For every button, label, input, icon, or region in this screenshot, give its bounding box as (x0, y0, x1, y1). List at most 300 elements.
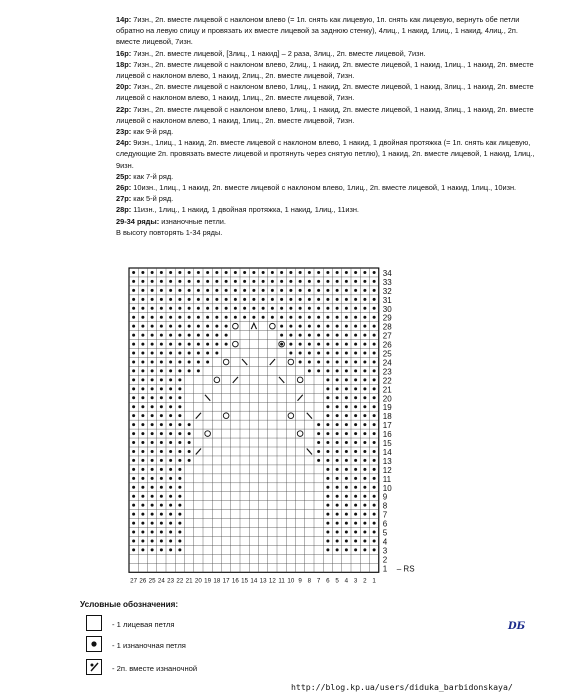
purl-stitch-mark (160, 307, 163, 310)
instruction-row (116, 227, 541, 238)
purl-stitch-mark (252, 271, 255, 274)
column-number-label: 10 (287, 577, 295, 585)
row-number-label: 19 (382, 403, 392, 413)
purl-stitch-mark (160, 405, 163, 408)
purl-stitch-mark (345, 477, 348, 480)
purl-stitch-mark (373, 486, 376, 489)
purl-stitch-mark (326, 316, 329, 319)
purl-stitch-mark (336, 522, 339, 525)
purl-stitch-mark (271, 298, 274, 301)
legend-title: Условные обозначения: (80, 600, 179, 609)
purl-stitch-mark (326, 369, 329, 372)
purl-stitch-mark (326, 280, 329, 283)
purl-stitch-mark (326, 325, 329, 328)
purl-stitch-mark (169, 468, 172, 471)
purl-stitch-mark (326, 450, 329, 453)
purl-stitch-mark (354, 548, 357, 551)
purl-stitch-mark (363, 513, 366, 516)
purl-stitch-mark (373, 343, 376, 346)
purl-stitch-mark (178, 280, 181, 283)
row-number-label: 10 (382, 483, 392, 493)
purl-stitch-mark (160, 423, 163, 426)
purl-stitch-mark (373, 495, 376, 498)
instruction-row-label: 26р: (116, 183, 132, 193)
purl-stitch-mark (151, 513, 154, 516)
purl-stitch-mark (141, 459, 144, 462)
purl-stitch-mark (215, 280, 218, 283)
purl-stitch-mark (225, 334, 228, 337)
purl-stitch-mark (188, 459, 191, 462)
purl-stitch-mark (141, 531, 144, 534)
knit-stitch-icon (86, 615, 102, 631)
purl-stitch-mark (141, 495, 144, 498)
purl-stitch-mark (363, 441, 366, 444)
purl-stitch-mark (215, 343, 218, 346)
purl-stitch-mark (345, 369, 348, 372)
purl-stitch-mark (160, 387, 163, 390)
row-number-label: 17 (382, 421, 392, 431)
purl-stitch-mark (354, 459, 357, 462)
purl-stitch-mark (169, 360, 172, 363)
instruction-row (116, 14, 541, 48)
row-number-label: 9 (382, 492, 388, 502)
purl-stitch-mark (151, 423, 154, 426)
purl-stitch-mark (141, 325, 144, 328)
purl-stitch-mark (215, 334, 218, 337)
purl-stitch-mark (234, 289, 237, 292)
row-number-label: 28 (382, 322, 392, 332)
purl-stitch-mark (132, 289, 135, 292)
purl-stitch-mark (225, 325, 228, 328)
row-number-label: 11 (382, 474, 392, 484)
source-url: http://blog.kp.ua/users/diduka_barbidonskaya/ (291, 682, 513, 692)
purl-stitch-mark (160, 504, 163, 507)
purl-stitch-mark (280, 289, 283, 292)
purl-stitch-mark (308, 343, 311, 346)
purl-stitch-mark (289, 334, 292, 337)
purl-stitch-mark (243, 298, 246, 301)
purl-stitch-mark (151, 387, 154, 390)
purl-stitch-mark (336, 316, 339, 319)
instruction-row (116, 216, 541, 227)
column-number-label: 13 (259, 577, 267, 585)
row-number-label: 29 (382, 313, 392, 323)
purl-stitch-mark (363, 522, 366, 525)
purl-stitch-mark (308, 271, 311, 274)
purl-stitch-mark (373, 352, 376, 355)
purl-stitch-mark (262, 316, 265, 319)
purl-stitch-mark (132, 450, 135, 453)
instruction-row (116, 204, 541, 215)
purl-stitch-mark (169, 307, 172, 310)
purl-stitch-mark (169, 459, 172, 462)
purl-stitch-mark (354, 387, 357, 390)
purl-stitch-mark (336, 334, 339, 337)
purl-stitch-mark (132, 432, 135, 435)
purl-stitch-mark (132, 441, 135, 444)
instruction-row (116, 81, 541, 103)
purl-stitch-mark (178, 405, 181, 408)
purl-stitch-mark (206, 316, 209, 319)
purl-stitch-mark (345, 289, 348, 292)
purl-stitch-mark (169, 352, 172, 355)
purl-stitch-mark (169, 396, 172, 399)
purl-stitch-mark (132, 343, 135, 346)
rs-label: – RS (396, 564, 415, 574)
purl-stitch-mark (317, 325, 320, 328)
purl-stitch-mark (345, 450, 348, 453)
purl-stitch-mark (197, 307, 200, 310)
purl-stitch-mark (373, 414, 376, 417)
purl-stitch-mark (178, 432, 181, 435)
instruction-row (116, 104, 541, 126)
purl-stitch-mark (141, 513, 144, 516)
purl-stitch-mark (151, 468, 154, 471)
purl-stitch-mark (141, 280, 144, 283)
purl-stitch-mark (354, 396, 357, 399)
purl-stitch-mark (243, 280, 246, 283)
purl-stitch-mark (289, 289, 292, 292)
column-number-label: 27 (130, 577, 138, 585)
purl-stitch-mark (178, 271, 181, 274)
purl-stitch-mark (317, 307, 320, 310)
purl-stitch-mark (354, 298, 357, 301)
purl-stitch-mark (317, 289, 320, 292)
purl-stitch-mark (160, 539, 163, 542)
purl-stitch-mark (178, 378, 181, 381)
purl-stitch-mark (354, 441, 357, 444)
purl-stitch-mark (151, 289, 154, 292)
row-number-label: 5 (382, 528, 388, 538)
purl-stitch-mark (336, 513, 339, 516)
purl-stitch-mark (160, 522, 163, 525)
purl-stitch-mark (308, 334, 311, 337)
purl-stitch-mark (151, 432, 154, 435)
purl-stitch-mark (141, 343, 144, 346)
purl-stitch-mark (160, 289, 163, 292)
purl-stitch-mark (354, 495, 357, 498)
purl-stitch-mark (169, 504, 172, 507)
column-number-label: 1 (372, 577, 376, 585)
purl-stitch-mark (373, 289, 376, 292)
purl-stitch-mark (326, 352, 329, 355)
purl-stitch-mark (326, 343, 329, 346)
purl-stitch-mark (280, 271, 283, 274)
purl-stitch-mark (188, 369, 191, 372)
purl-stitch-mark (308, 352, 311, 355)
purl-stitch-mark (169, 513, 172, 516)
purl-stitch-mark (326, 513, 329, 516)
purl-stitch-mark (132, 334, 135, 337)
row-number-label: 2 (382, 555, 388, 565)
row-number-label: 13 (382, 456, 392, 466)
purl-stitch-mark (132, 352, 135, 355)
instruction-row-text: изнаночные петли. (159, 216, 226, 226)
purl-stitch-mark (308, 307, 311, 310)
purl-stitch-mark (326, 531, 329, 534)
purl-stitch-mark (141, 450, 144, 453)
purl-stitch-mark (151, 495, 154, 498)
purl-stitch-mark (141, 387, 144, 390)
purl-stitch-mark (178, 539, 181, 542)
purl-stitch-mark (169, 369, 172, 372)
purl-stitch-mark (178, 459, 181, 462)
purl-stitch-mark (252, 289, 255, 292)
purl-stitch-mark (215, 271, 218, 274)
instruction-row-text: 11изн., 1лиц., 1 накид, 1 двойная протяжка, 1 накид, 1лиц., 11изн. (131, 205, 359, 215)
purl-stitch-mark (317, 343, 320, 346)
instruction-row-label: 20р: (116, 82, 132, 92)
purl-stitch-mark (345, 343, 348, 346)
purl-stitch-mark (354, 289, 357, 292)
purl-stitch-mark (363, 280, 366, 283)
purl-stitch-mark (373, 531, 376, 534)
row-number-label: 31 (382, 295, 392, 305)
purl-stitch-mark (132, 316, 135, 319)
column-number-label: 4 (344, 577, 349, 585)
purl-stitch-mark (243, 271, 246, 274)
signature: DБ (508, 621, 526, 632)
purl-stitch-mark (345, 271, 348, 274)
purl-stitch-mark (188, 432, 191, 435)
purl-stitch-mark (197, 334, 200, 337)
purl-stitch-mark (141, 468, 144, 471)
purl-stitch-mark (169, 450, 172, 453)
column-number-label: 20 (194, 577, 202, 585)
purl-stitch-mark (299, 289, 302, 292)
purl-stitch-mark (326, 396, 329, 399)
purl-stitch-mark (234, 280, 237, 283)
purl-stitch-mark (336, 369, 339, 372)
row-number-label: 12 (382, 465, 392, 475)
purl-stitch-mark (132, 280, 135, 283)
purl-stitch-mark (243, 316, 246, 319)
purl-stitch-mark (132, 495, 135, 498)
purl-stitch-mark (169, 334, 172, 337)
purl-stitch-mark (336, 405, 339, 408)
purl-stitch-mark (299, 280, 302, 283)
purl-stitch-mark (225, 298, 228, 301)
purl-stitch-mark (326, 495, 329, 498)
purl-stitch-mark (197, 298, 200, 301)
purl-stitch-mark (289, 307, 292, 310)
purl-stitch-mark (243, 289, 246, 292)
row-number-label: 21 (382, 385, 392, 395)
purl-stitch-mark (132, 414, 135, 417)
purl-stitch-mark (252, 307, 255, 310)
column-number-label: 7 (316, 577, 321, 585)
purl-stitch-mark (169, 539, 172, 542)
column-number-label: 18 (213, 577, 221, 585)
purl-stitch-mark (225, 307, 228, 310)
purl-stitch-mark (206, 334, 209, 337)
purl-stitch-mark (178, 343, 181, 346)
column-number-label: 22 (176, 577, 184, 585)
purl-stitch-mark (141, 405, 144, 408)
purl-stitch-mark (141, 548, 144, 551)
purl-stitch-mark (317, 432, 320, 435)
purl-stitch-mark (141, 378, 144, 381)
instruction-row-label: 16р: (116, 48, 132, 58)
purl-stitch-mark (336, 504, 339, 507)
purl-stitch-mark (326, 441, 329, 444)
purl-stitch-mark (289, 271, 292, 274)
purl-stitch-mark (234, 298, 237, 301)
purl-stitch-mark (345, 396, 348, 399)
purl-stitch-mark (308, 360, 311, 363)
purl-stitch-mark (141, 441, 144, 444)
purl-stitch-mark (197, 360, 200, 363)
purl-stitch-mark (215, 352, 218, 355)
purl-stitch-mark (160, 334, 163, 337)
purl-stitch-mark (188, 334, 191, 337)
purl-stitch-mark (178, 325, 181, 328)
row-number-label: 1 (382, 564, 388, 574)
column-number-label: 14 (250, 577, 258, 585)
purl-stitch-mark (326, 468, 329, 471)
purl-stitch-mark (178, 334, 181, 337)
purl-stitch-mark (280, 307, 283, 310)
purl-stitch-mark (317, 271, 320, 274)
purl-stitch-mark (178, 468, 181, 471)
row-number-label: 23 (382, 367, 392, 377)
purl-stitch-mark (160, 369, 163, 372)
purl-stitch-mark (363, 352, 366, 355)
purl-stitch-mark (271, 307, 274, 310)
purl-stitch-mark (336, 468, 339, 471)
purl-stitch-mark (326, 271, 329, 274)
purl-stitch-mark (373, 369, 376, 372)
purl-stitch-mark (354, 504, 357, 507)
purl-stitch-mark (132, 486, 135, 489)
column-number-label: 21 (185, 577, 193, 585)
instruction-row-text: 7изн., 2п. вместе лицевой с наклоном влево, 1лиц., 1 накид, 2п. вместе лицевой, 1 накид, 3лиц., 1 накид, 2п. вместе лицевой с наклоном влево, 1 накид, 1лиц., 2п. вместе лицевой, 7изн. (116, 104, 534, 125)
purl-stitch-mark (326, 307, 329, 310)
purl-stitch-mark (178, 548, 181, 551)
purl-stitch-mark (141, 360, 144, 363)
row-number-label: 33 (382, 277, 392, 287)
instruction-row-text: 7изн., 2п. вместе лицевой с наклоном влево, 2лиц., 1 накид, 2п. вместе лицевой, 1 накид, 1лиц., 1 накид, 2п. вместе лицевой с наклоном влево, 1 накид, 2лиц., 2п. вместе лицевой, 7изн. (116, 59, 534, 81)
instruction-row-text: 7изн., 2п. вместе лицевой с наклоном влево, 1лиц., 1 накид, 2п. вместе лицевой, 1 накид, 3лиц., 1 накид, 2п. вместе лицевой с наклоном влево, 1 накид, 1лиц., 2п. вместе лицевой, 7изн. (116, 82, 534, 103)
purl-stitch-mark (252, 280, 255, 283)
purl-stitch-mark (178, 396, 181, 399)
purl-stitch-mark (299, 352, 302, 355)
purl-stitch-mark (160, 548, 163, 551)
purl-stitch-mark (151, 334, 154, 337)
purl-stitch-mark (151, 486, 154, 489)
purl-stitch-mark (234, 307, 237, 310)
purl-stitch-mark (151, 360, 154, 363)
purl-stitch-mark (188, 298, 191, 301)
column-number-label: 6 (326, 577, 330, 585)
purl-stitch-mark (280, 298, 283, 301)
purl-stitch-mark (363, 531, 366, 534)
purl-stitch-mark (234, 271, 237, 274)
purl-stitch-mark (308, 316, 311, 319)
purl-stitch-mark (363, 289, 366, 292)
instruction-row-text: 7изн., 2п. вместе лицевой, [3лиц., 1 накид] – 2 раза, 3лиц., 2п. вместе лицевой, 7изн. (131, 48, 426, 58)
purl-stitch-mark (326, 522, 329, 525)
purl-stitch-mark (336, 343, 339, 346)
purl-stitch-mark (234, 316, 237, 319)
legend-label-knit: - 1 лицевая петля (112, 620, 175, 629)
purl-stitch-mark (169, 495, 172, 498)
purl-stitch-mark (206, 360, 209, 363)
purl-stitch-mark (141, 522, 144, 525)
purl-stitch-mark (188, 325, 191, 328)
purl-stitch-mark (345, 513, 348, 516)
purl-stitch-mark (363, 405, 366, 408)
purl-stitch-mark (178, 298, 181, 301)
purl-stitch-mark (132, 459, 135, 462)
purl-stitch-mark (336, 423, 339, 426)
purl-stitch-mark (373, 316, 376, 319)
purl-stitch-mark (354, 352, 357, 355)
purl-stitch-mark (373, 548, 376, 551)
purl-stitch-mark (345, 307, 348, 310)
instruction-row (116, 193, 541, 204)
purl-stitch-mark (169, 486, 172, 489)
purl-stitch-mark (373, 280, 376, 283)
column-number-label: 24 (157, 577, 165, 585)
instruction-row-label: 22р: (116, 104, 132, 114)
purl-stitch-mark (197, 352, 200, 355)
purl-stitch-mark (215, 325, 218, 328)
purl-stitch-mark (271, 280, 274, 283)
purl-stitch-mark (363, 360, 366, 363)
purl-stitch-mark (271, 289, 274, 292)
purl-stitch-mark (289, 316, 292, 319)
purl-stitch-mark (336, 432, 339, 435)
purl-stitch-icon (86, 636, 102, 652)
purl-stitch-mark (132, 387, 135, 390)
row-number-label: 18 (382, 412, 392, 422)
row-number-label: 3 (382, 546, 388, 556)
purl-stitch-mark (141, 298, 144, 301)
purl-stitch-mark (188, 360, 191, 363)
purl-stitch-mark (151, 539, 154, 542)
purl-stitch-mark (178, 307, 181, 310)
purl-stitch-mark (354, 378, 357, 381)
purl-stitch-mark (141, 307, 144, 310)
purl-stitch-mark (354, 316, 357, 319)
purl-stitch-mark (326, 360, 329, 363)
purl-stitch-mark (178, 369, 181, 372)
purl-stitch-mark (345, 405, 348, 408)
row-number-label: 16 (382, 430, 392, 440)
purl-stitch-mark (160, 414, 163, 417)
purl-stitch-mark (132, 405, 135, 408)
purl-stitch-mark (197, 316, 200, 319)
column-number-label: 15 (241, 577, 249, 585)
purl-stitch-mark (354, 271, 357, 274)
purl-stitch-mark (197, 325, 200, 328)
purl-stitch-mark (317, 360, 320, 363)
purl-stitch-mark (280, 316, 283, 319)
purl-stitch-mark (160, 486, 163, 489)
purl-stitch-mark (151, 280, 154, 283)
purl-stitch-mark (373, 378, 376, 381)
purl-stitch-mark (336, 486, 339, 489)
purl-stitch-mark (363, 387, 366, 390)
purl-stitch-mark (345, 387, 348, 390)
purl-stitch-mark (178, 531, 181, 534)
purl-stitch-mark (373, 405, 376, 408)
purl-stitch-mark (336, 441, 339, 444)
purl-stitch-mark (345, 441, 348, 444)
column-number-label: 26 (139, 577, 147, 585)
purl-stitch-mark (151, 378, 154, 381)
